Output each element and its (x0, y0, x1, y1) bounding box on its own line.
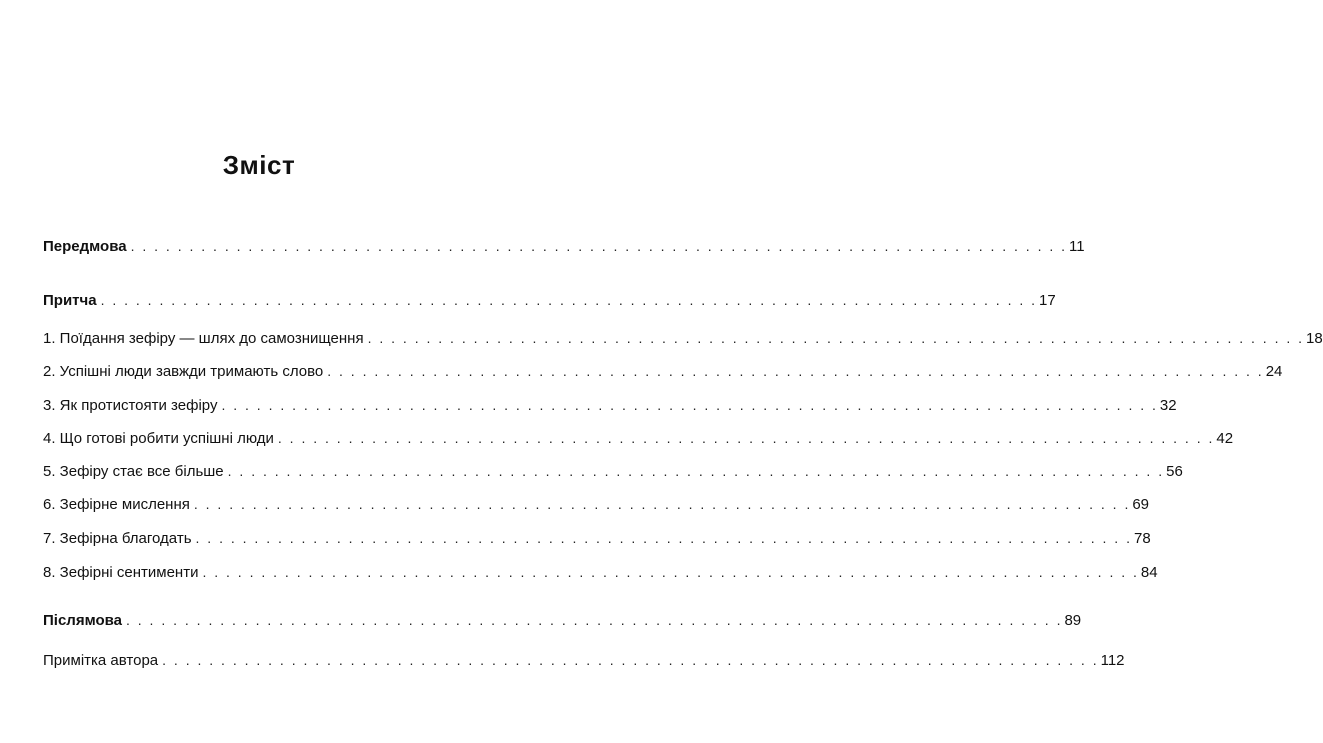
toc-entry-label: 5. Зефіру стає все більше (43, 463, 224, 480)
toc-entry-page: 89 (1064, 612, 1082, 629)
toc-entry-label: 8. Зефірні сентименти (43, 564, 199, 581)
toc-entry-page: 11 (1069, 238, 1085, 255)
dot-leader: . . . . . . . . . . . . . . . . . . . . . . . . . . . . . . . . . . . . . . . . . . . . . . . . . . . . . . . . . . . . . . . . . . . . . . . . . . . . . . . . (367, 330, 1305, 346)
toc-entry-chapter-5 (43, 460, 1183, 482)
dot-leader: . . . . . . . . . . . . . . . . . . . . . . . . . . . . . . . . . . . . . . . . . . . . . . . . . . . . . . . . . . . . . . . . . . . . . . . . . . . . . . . . (126, 612, 1063, 628)
toc-entry-page: 24 (1265, 363, 1283, 380)
toc-entry-label: 4. Що готові робити успішні люди (43, 430, 274, 447)
toc-entry-chapter-8 (43, 561, 1158, 583)
dot-leader: . . . . . . . . . . . . . . . . . . . . . . . . . . . . . . . . . . . . . . . . . . . . . . . . . . . . . . . . . . . . . . . . . . . . . . . . . . . . . . . . (327, 363, 1264, 379)
dot-leader: . . . . . . . . . . . . . . . . . . . . . . . . . . . . . . . . . . . . . . . . . . . . . . . . . . . . . . . . . . . . . . . . . . . . . . . . . . . . . . . . (195, 530, 1132, 546)
toc-entry-label: Примітка автора (43, 652, 159, 669)
dot-leader: . . . . . . . . . . . . . . . . . . . . . . . . . . . . . . . . . . . . . . . . . . . . . . . . . . . . . . . . . . . . . . . . . . . . . . . . . . . . . . . . (162, 652, 1099, 668)
toc-entry-afterword (43, 609, 1082, 631)
toc-entry-page: 78 (1133, 530, 1151, 547)
toc-entry-page: 84 (1140, 564, 1158, 581)
toc-entry-parable (43, 289, 1056, 311)
dot-leader: . . . . . . . . . . . . . . . . . . . . . . . . . . . . . . . . . . . . . . . . . . . . . . . . . . . . . . . . . . . . . . . . . . . . . . . . . . . . . . . . (221, 397, 1158, 413)
toc-entry-label: Передмова (43, 238, 127, 255)
dot-leader: . . . . . . . . . . . . . . . . . . . . . . . . . . . . . . . . . . . . . . . . . . . . . . . . . . . . . . . . . . . . . . . . . . . . . . . . . . . . . . . . (277, 430, 1215, 446)
toc-entry-chapter-7 (43, 527, 1151, 549)
toc-entry-label: 1. Поїдання зефіру — шлях до самознищення (43, 330, 364, 347)
toc-entry-chapter-6 (43, 493, 1150, 515)
toc-entry-page: 69 (1132, 496, 1150, 513)
toc-entry-chapter-3 (43, 394, 1177, 416)
dot-leader: . . . . . . . . . . . . . . . . . . . . . . . . . . . . . . . . . . . . . . . . . . . . . . . . . . . . . . . . . . . . . . . . . . . . . . . . . . . . . . . . (193, 496, 1131, 512)
toc-entry-label: 3. Як протистояти зефіру (43, 397, 218, 414)
toc-entry-author-note (43, 649, 1125, 671)
toc-entry-page: 112 (1100, 652, 1125, 669)
toc-entry-label: Притча (43, 292, 97, 309)
page-title: Зміст (222, 150, 296, 180)
toc-entry-page: 32 (1159, 397, 1177, 414)
toc-entry-label: 2. Успішні люди завжди тримають слово (43, 363, 324, 380)
toc-entry-label: 7. Зефірна благодать (43, 530, 192, 547)
toc-entry-foreword (43, 235, 1085, 257)
dot-leader: . . . . . . . . . . . . . . . . . . . . . . . . . . . . . . . . . . . . . . . . . . . . . . . . . . . . . . . . . . . . . . . . . . . . . . . . . . . . . . . . (130, 238, 1068, 254)
dot-leader: . . . . . . . . . . . . . . . . . . . . . . . . . . . . . . . . . . . . . . . . . . . . . . . . . . . . . . . . . . . . . . . . . . . . . . . . . . . . . . . . (227, 463, 1165, 479)
toc-entry-chapter-4 (43, 427, 1234, 449)
toc-entry-chapter-1 (43, 327, 1323, 349)
toc-entry-label: Післямова (43, 612, 122, 629)
toc-entry-page: 17 (1039, 292, 1056, 309)
dot-leader: . . . . . . . . . . . . . . . . . . . . . . . . . . . . . . . . . . . . . . . . . . . . . . . . . . . . . . . . . . . . . . . . . . . . . . . . . . . . . . . . (100, 292, 1038, 308)
toc-entry-label: 6. Зефірне мислення (43, 496, 190, 513)
toc-entry-chapter-2 (43, 360, 1283, 382)
toc-entry-page: 18 (1306, 330, 1323, 347)
toc-entry-page: 56 (1166, 463, 1183, 480)
dot-leader: . . . . . . . . . . . . . . . . . . . . . . . . . . . . . . . . . . . . . . . . . . . . . . . . . . . . . . . . . . . . . . . . . . . . . . . . . . . . . . . . (202, 564, 1139, 580)
toc-entry-page: 42 (1216, 430, 1234, 447)
